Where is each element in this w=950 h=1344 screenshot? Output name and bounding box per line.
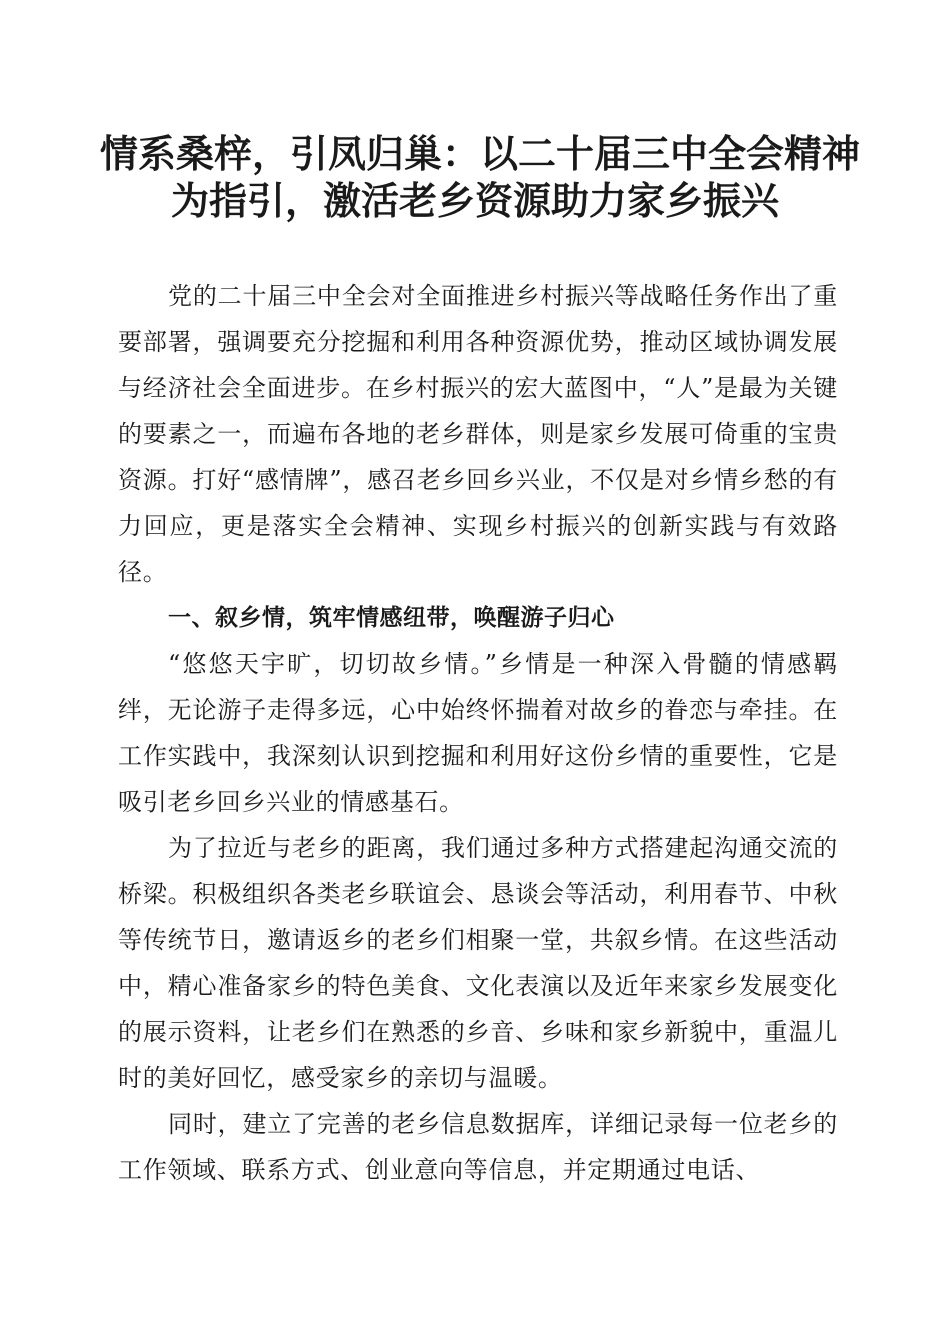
document-title [100, 130, 861, 224]
paragraph-2: 为了拉近与老乡的距离，我们通过多种方式搭建起沟通交流的桥梁。积极组织各类老乡联谊会、恳谈会等活动，利用春节、中秋等传统节日，邀请返乡的老乡们相聚一堂，共叙乡情。在这些活动中，精心准备家乡的特色美食、文化表演以及近年来家乡发展变化的展示资料，让老乡们在熟悉的乡音、乡味和家乡新貌中，重温儿时的美好回忆，感受家乡的亲切与温暖。 [118, 834, 838, 1092]
title-line-2: 为指引，激活老乡资源助力家乡振兴 [170, 178, 779, 223]
paragraph-3: 同时，建立了完善的老乡信息数据库，详细记录每一位老乡的工作领域、联系方式、创业意向等信息，并定期通过电话、 [118, 1110, 838, 1184]
section-heading-1: 一、叙乡情，筑牢情感纽带，唤醒游子归心 [168, 605, 615, 631]
paragraph-1: “悠悠天宇旷，切切故乡情。”乡情是一种深入骨髓的情感羁绊，无论游子走得多远，心中始终怀揣着对故乡的眷恋与牵挂。在工作实践中，我深刻认识到挖掘和利用好这份乡情的重要性，它是吸引老乡回乡兴业的情感基石。 [118, 650, 838, 816]
paragraph-intro: 党的二十届三中全会对全面推进乡村振兴等战略任务作出了重要部署，强调要充分挖掘和利用各种资源优势，推动区域协调发展与经济社会全面进步。在乡村振兴的宏大蓝图中，“人”是最为关键的要素之一，而遍布各地的老乡群体，则是家乡发展可倚重的宝贵资源。打好“感情牌”，感召老乡回乡兴业，不仅是对乡情乡愁的有力回应，更是落实全会精神、实现乡村振兴的创新实践与有效路径。 [118, 282, 838, 586]
document-body [118, 273, 838, 1193]
title-line-1: 情系桑梓，引凤归巢：以二十届三中全会精神 [100, 131, 861, 176]
